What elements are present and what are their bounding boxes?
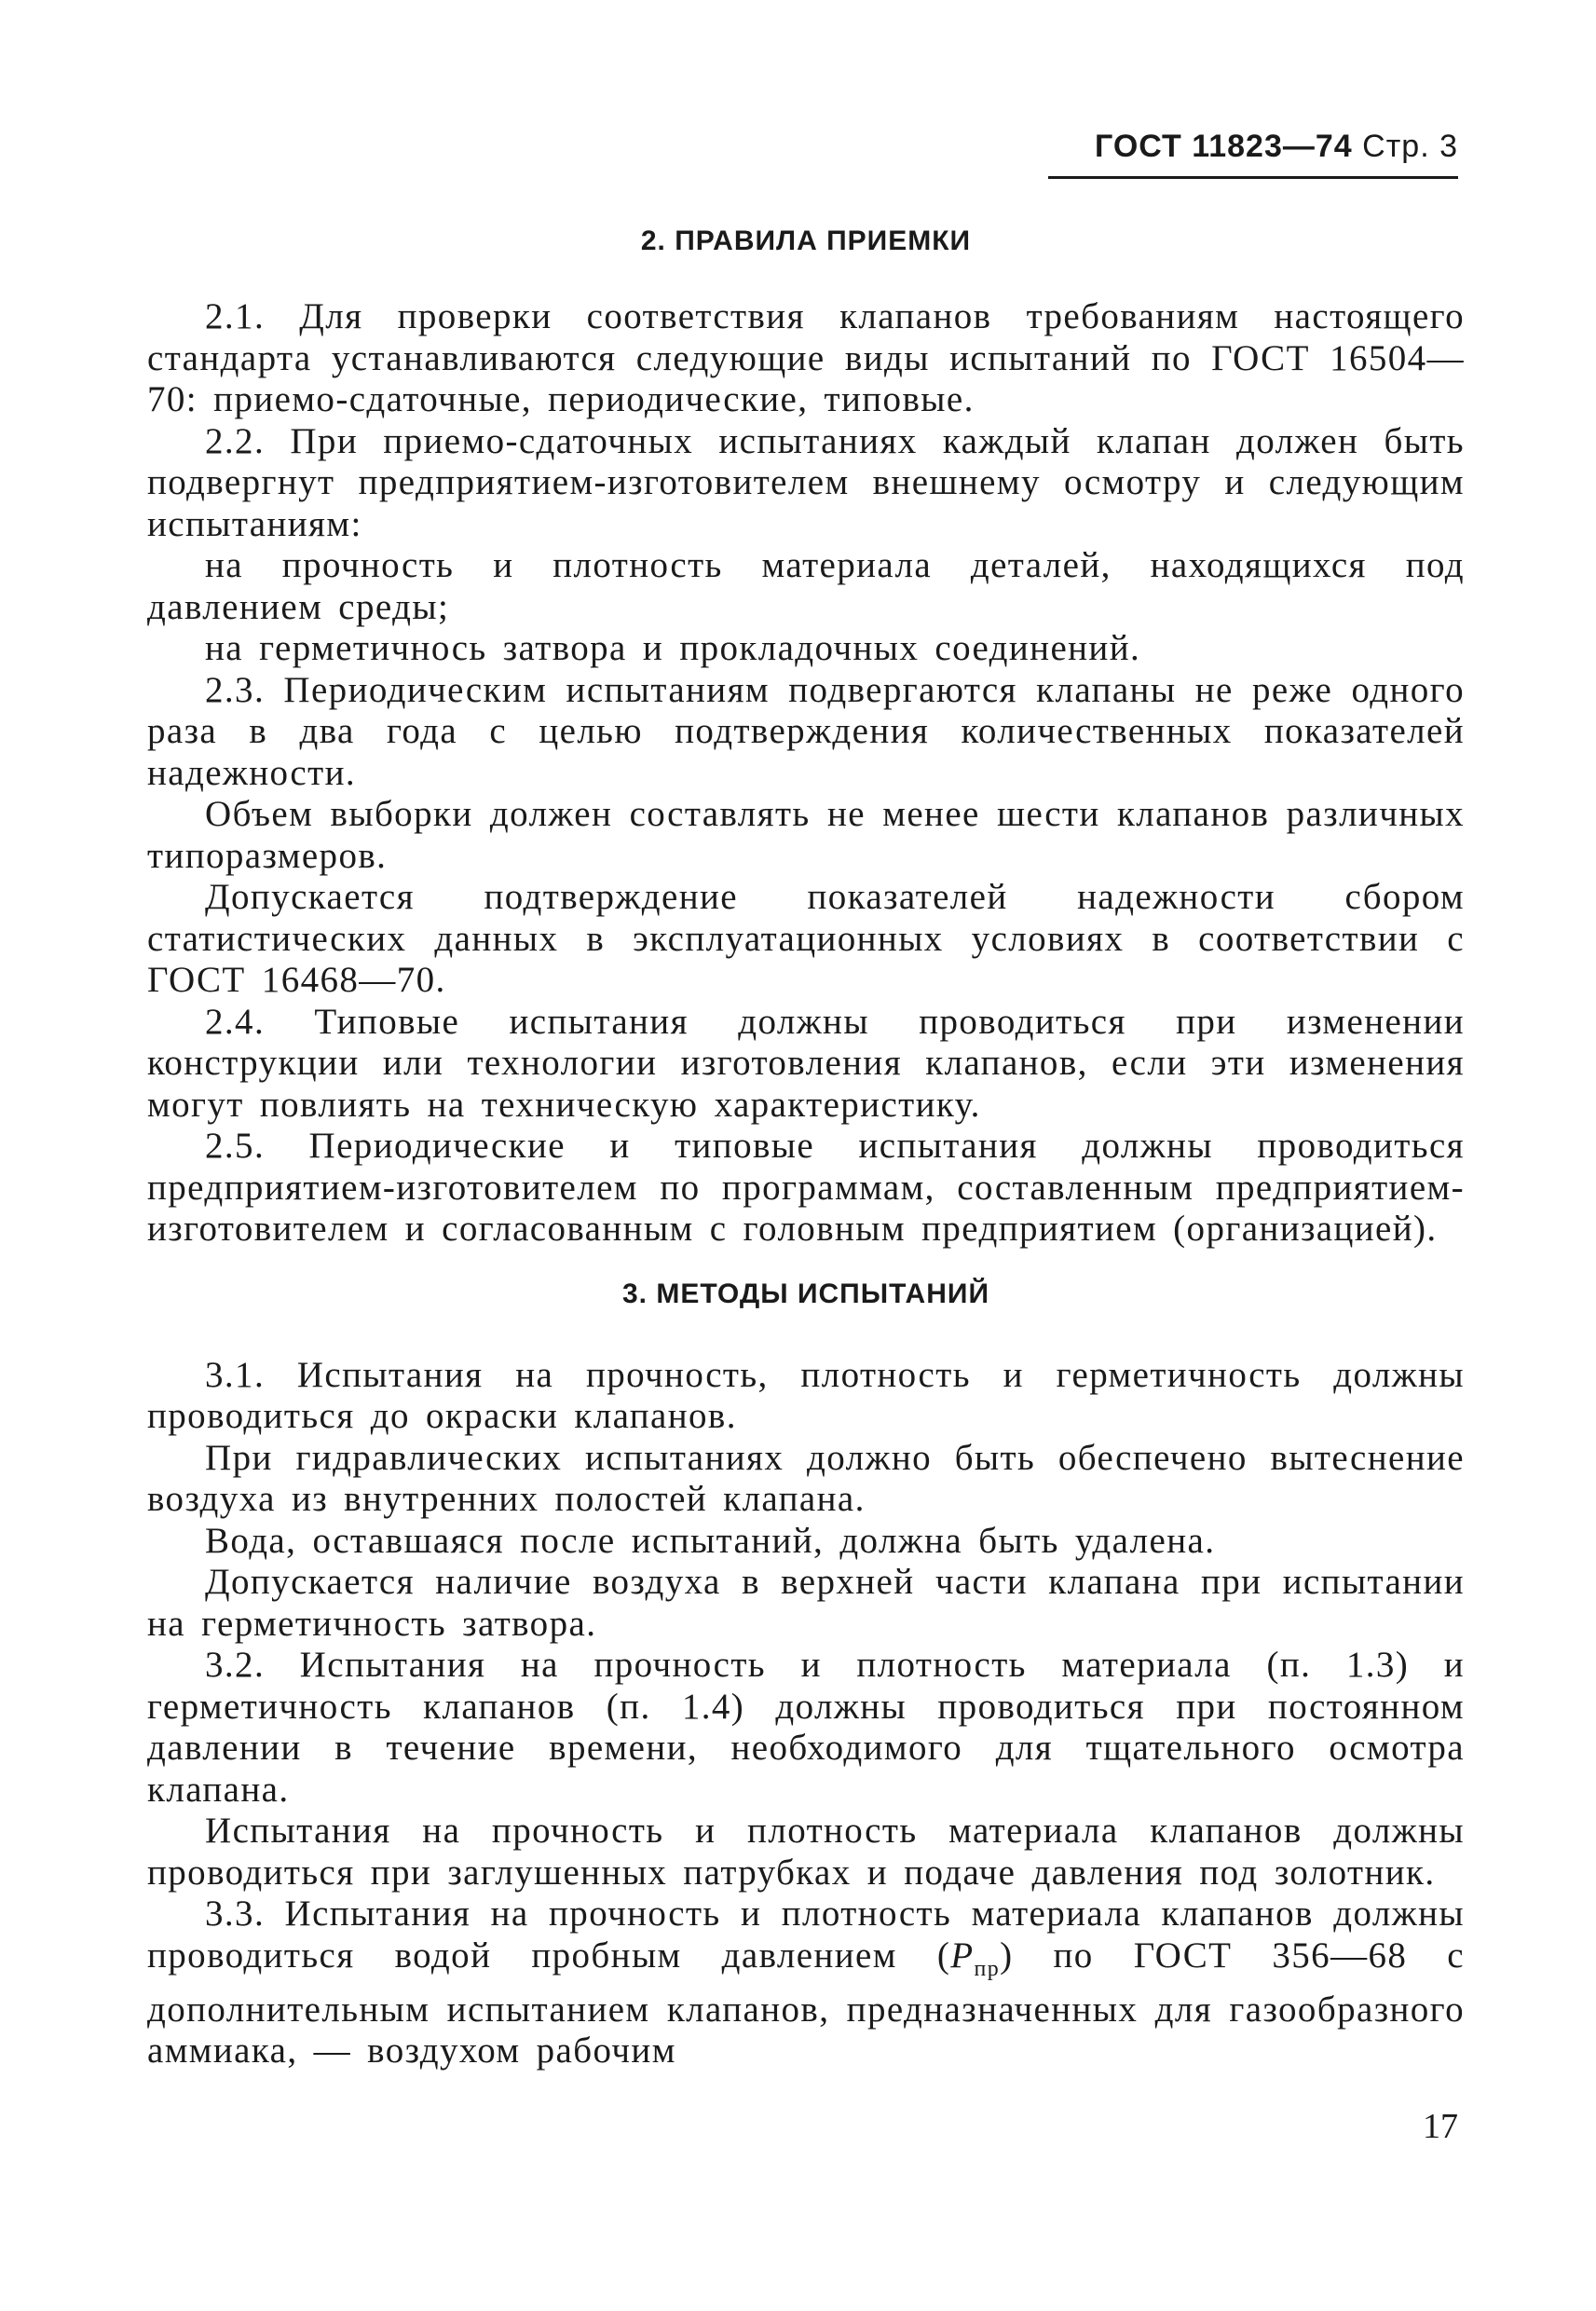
paragraph-2-1: 2.1. Для проверки соответствия клапанов требованиям настоящего стандарта устанавливаются следующие виды испытаний по ГОСТ 16504—70: приемо-сдаточные, периодические, типовые. xyxy=(147,296,1465,419)
paragraph-3-3-after: ) по ГОСТ 356—68 с дополнительным испытанием клапанов, предназначенных для газообразного аммиака, — воздухом рабочим xyxy=(147,1935,1465,2072)
header-line xyxy=(1048,129,1458,179)
paragraph-2-2-item-2: на герметичнось затвора и прокладочных соединений. xyxy=(205,628,1141,668)
paragraph-3-1-air: Допускается наличие воздуха в верхней части клапана при испытании на герметичность затвора. xyxy=(147,1562,1465,1644)
paragraph-2-2: 2.2. При приемо-сдаточных испытаниях каждый клапан должен быть подвергнут предприятием-изготовителем внешнему осмотру и следующим испытаниям: xyxy=(147,420,1465,544)
pressure-subscript: пр xyxy=(974,1956,1001,1981)
paragraph-3-1-water: Вода, оставшаяся после испытаний, должна быть удалена. xyxy=(205,1520,1216,1561)
paragraph-3-3-before: 3.3. Испытания на прочность и плотность материала клапанов должны проводиться водой пробным давлением ( xyxy=(147,1894,1465,1976)
standard-title: ГОСТ 11823—74 xyxy=(1095,129,1353,164)
section-heading-acceptance: 2. ПРАВИЛА ПРИЕМКИ xyxy=(640,226,972,256)
paragraph-3-1-hydraulic: При гидравлических испытаниях должно быть обеспечено вытеснение воздуха из внутренних полостей клапана. xyxy=(147,1437,1465,1519)
paragraph-2-3-stats: Допускается подтверждение показателей надежности сбором статистических данных в эксплуатационных условиях в соответствии с ГОСТ 16468—70. xyxy=(147,877,1465,1000)
paragraph-2-2-item-1: на прочность и плотность материала деталей, находящихся под давлением среды; xyxy=(147,545,1465,627)
main-content xyxy=(147,226,1465,2072)
pressure-symbol: P xyxy=(950,1935,975,1976)
page-label: Стр. 3 xyxy=(1362,129,1458,164)
paragraph-2-3-sample: Объем выборки должен составлять не менее шести клапанов различных типоразмеров. xyxy=(147,794,1465,876)
page-header xyxy=(1048,129,1458,179)
paragraph-3-1: 3.1. Испытания на прочность, плотность и герметичность должны проводиться до окраски клапанов. xyxy=(147,1354,1465,1436)
paragraph-3-2-strength: Испытания на прочность и плотность материала клапанов должны проводиться при заглушенных патрубках и подаче давления под золотник. xyxy=(147,1811,1465,1893)
page-number: 17 xyxy=(1423,2107,1458,2146)
paragraph-3-3 xyxy=(147,1894,1465,2072)
paragraph-2-3: 2.3. Периодическим испытаниям подвергаются клапаны не реже одного раза в два года с целью подтверждения количественных показателей надежности. xyxy=(147,669,1465,793)
section-heading-test-methods: 3. МЕТОДЫ ИСПЫТАНИЙ xyxy=(622,1278,989,1309)
paragraph-3-2: 3.2. Испытания на прочность и плотность материала (п. 1.3) и герметичность клапанов (п. 1.4) должны проводиться при постоянном давлении в течение времени, необходимого для тщательного осмотра клапана. xyxy=(147,1645,1465,1810)
paragraph-2-4: 2.4. Типовые испытания должны проводиться при изменении конструкции или технологии изготовления клапанов, если эти изменения могут повлиять на техническую характеристику. xyxy=(147,1001,1465,1125)
paragraph-2-5: 2.5. Периодические и типовые испытания должны проводиться предприятием-изготовителем по программам, составленным предприятием-изготовителем и согласованным с головным предприятием (организацией). xyxy=(147,1126,1465,1249)
